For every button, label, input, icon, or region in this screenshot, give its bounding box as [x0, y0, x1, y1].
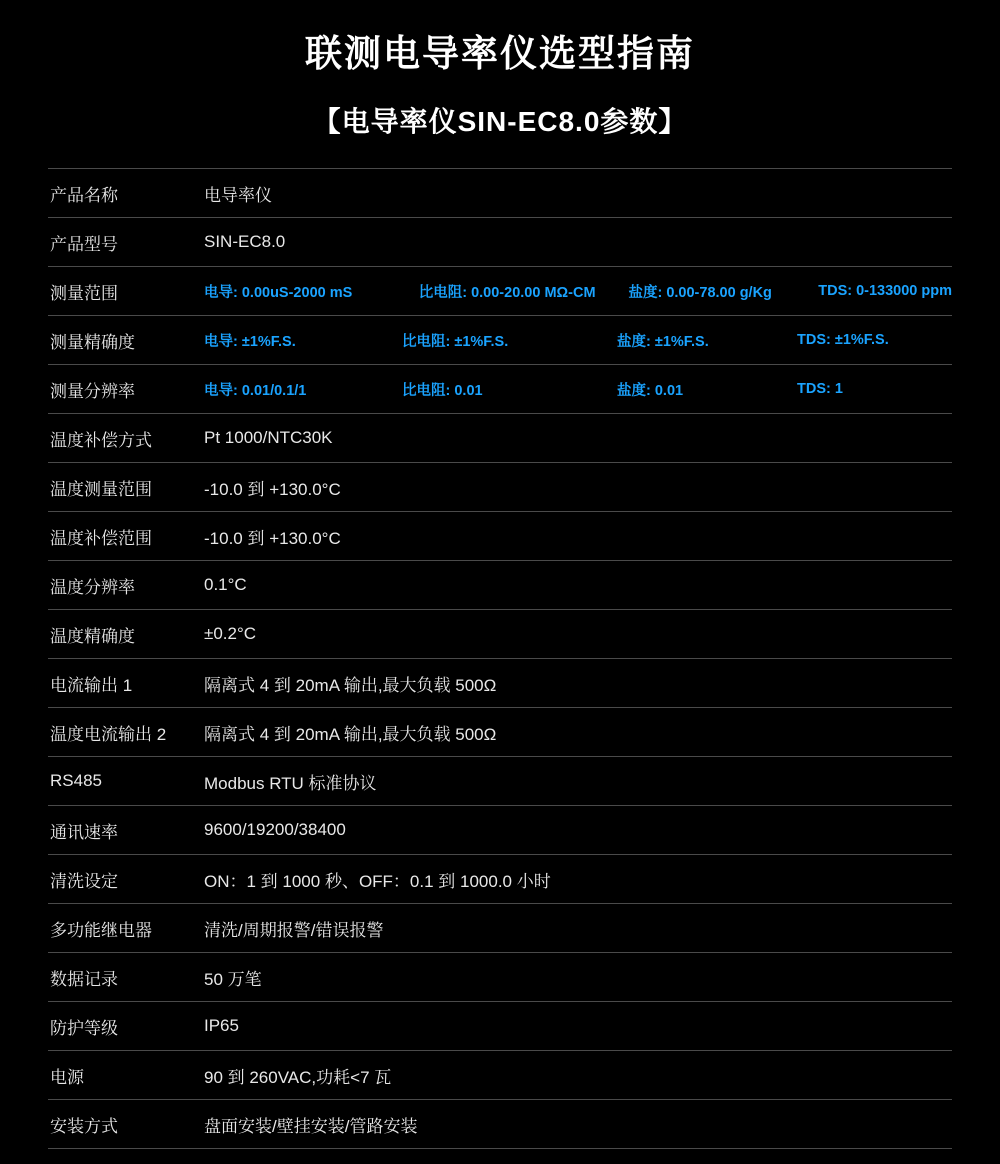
table-row: [48, 659, 952, 708]
spec-subvalue: 比电阻: ±1%F.S.: [402, 333, 509, 350]
spec-value: ON：1 到 1000 秒、OFF：0.1 到 1000.0 小时: [204, 871, 551, 891]
table-row: [48, 953, 952, 1002]
table-row: [48, 512, 952, 561]
spec-label: 通讯速率: [50, 822, 118, 842]
table-row: [48, 806, 952, 855]
table-row: [48, 610, 952, 659]
table-row: [48, 708, 952, 757]
spec-value: 0.1°C: [204, 575, 247, 595]
spec-label: 防护等级: [50, 1018, 118, 1038]
page-title: 联测电导率仪选型指南: [305, 33, 695, 74]
spec-subvalue: 电导: ±1%F.S.: [204, 333, 296, 350]
spec-subvalue: 电导: 0.01/0.1/1: [204, 382, 307, 399]
spec-value: SIN-EC8.0: [204, 232, 286, 252]
table-row: [48, 904, 952, 953]
spec-label: RS485: [50, 771, 102, 791]
spec-value: 清洗/周期报警/错误报警: [204, 920, 384, 940]
spec-value: ±0.2°C: [204, 624, 257, 644]
table-row: [48, 218, 952, 267]
table-row: [48, 414, 952, 463]
spec-label: 温度分辨率: [50, 577, 135, 597]
spec-subvalue: 盐度: 0.00-78.00 g/Kg: [628, 284, 772, 301]
spec-value: 隔离式 4 到 20mA 输出,最大负载 500Ω: [204, 724, 497, 744]
spec-value: 90 到 260VAC,功耗<7 瓦: [204, 1067, 392, 1087]
spec-label: 电源: [50, 1067, 84, 1087]
table-row: [48, 463, 952, 512]
table-row: [48, 1051, 952, 1100]
spec-subvalue: TDS: 0-133000 ppm: [818, 283, 953, 300]
page-subtitle: 【电导率仪SIN-EC8.0参数】: [312, 106, 688, 138]
spec-label: 测量精确度: [50, 332, 135, 352]
spec-value: 电导率仪: [204, 185, 272, 205]
table-row: [48, 169, 952, 218]
spec-label: 温度精确度: [50, 626, 135, 646]
spec-label: 温度补偿范围: [50, 528, 152, 548]
spec-subvalue: 比电阻: 0.01: [402, 382, 483, 399]
specification-table: [48, 168, 952, 1149]
spec-label: 数据记录: [50, 969, 118, 989]
spec-label: 测量分辨率: [50, 381, 135, 401]
spec-subvalue: 盐度: ±1%F.S.: [617, 333, 709, 350]
spec-value: [200, 267, 952, 316]
spec-label: 温度测量范围: [50, 479, 152, 499]
table-row: [48, 561, 952, 610]
spec-value: Modbus RTU 标准协议: [204, 773, 377, 793]
spec-value: 隔离式 4 到 20mA 输出,最大负载 500Ω: [204, 675, 497, 695]
table-row: [48, 757, 952, 806]
spec-value: IP65: [204, 1016, 239, 1036]
table-row: [48, 267, 952, 316]
spec-value: 9600/19200/38400: [204, 820, 346, 840]
spec-value: -10.0 到 +130.0°C: [204, 528, 341, 548]
spec-value: 50 万笔: [204, 969, 262, 989]
spec-label: 产品型号: [50, 234, 118, 254]
spec-subvalue: 盐度: 0.01: [617, 382, 684, 399]
spec-subvalue: 电导: 0.00uS-2000 mS: [204, 284, 353, 301]
spec-label: 清洗设定: [50, 871, 118, 891]
spec-value: Pt 1000/NTC30K: [204, 428, 333, 448]
spec-value: 盘面安装/壁挂安装/管路安装: [204, 1116, 418, 1136]
table-row: [48, 365, 952, 414]
table-row: [48, 1100, 952, 1149]
spec-label: 温度补偿方式: [50, 430, 152, 450]
spec-subvalue: 比电阻: 0.00-20.00 MΩ-CM: [418, 284, 596, 301]
table-row: [48, 316, 952, 365]
spec-subvalue: TDS: 1: [797, 381, 843, 398]
spec-label: 产品名称: [50, 185, 118, 205]
spec-label: 多功能继电器: [50, 920, 152, 940]
spec-subvalue: TDS: ±1%F.S.: [797, 332, 889, 349]
table-row: [48, 855, 952, 904]
spec-value: -10.0 到 +130.0°C: [204, 479, 341, 499]
spec-label: 温度电流输出 2: [50, 724, 167, 744]
spec-label: 测量范围: [50, 283, 118, 303]
spec-value: [200, 316, 952, 365]
spec-label: 安装方式: [50, 1116, 118, 1136]
spec-value: [200, 365, 952, 414]
table-row: [48, 1002, 952, 1051]
spec-label: 电流输出 1: [50, 675, 133, 695]
